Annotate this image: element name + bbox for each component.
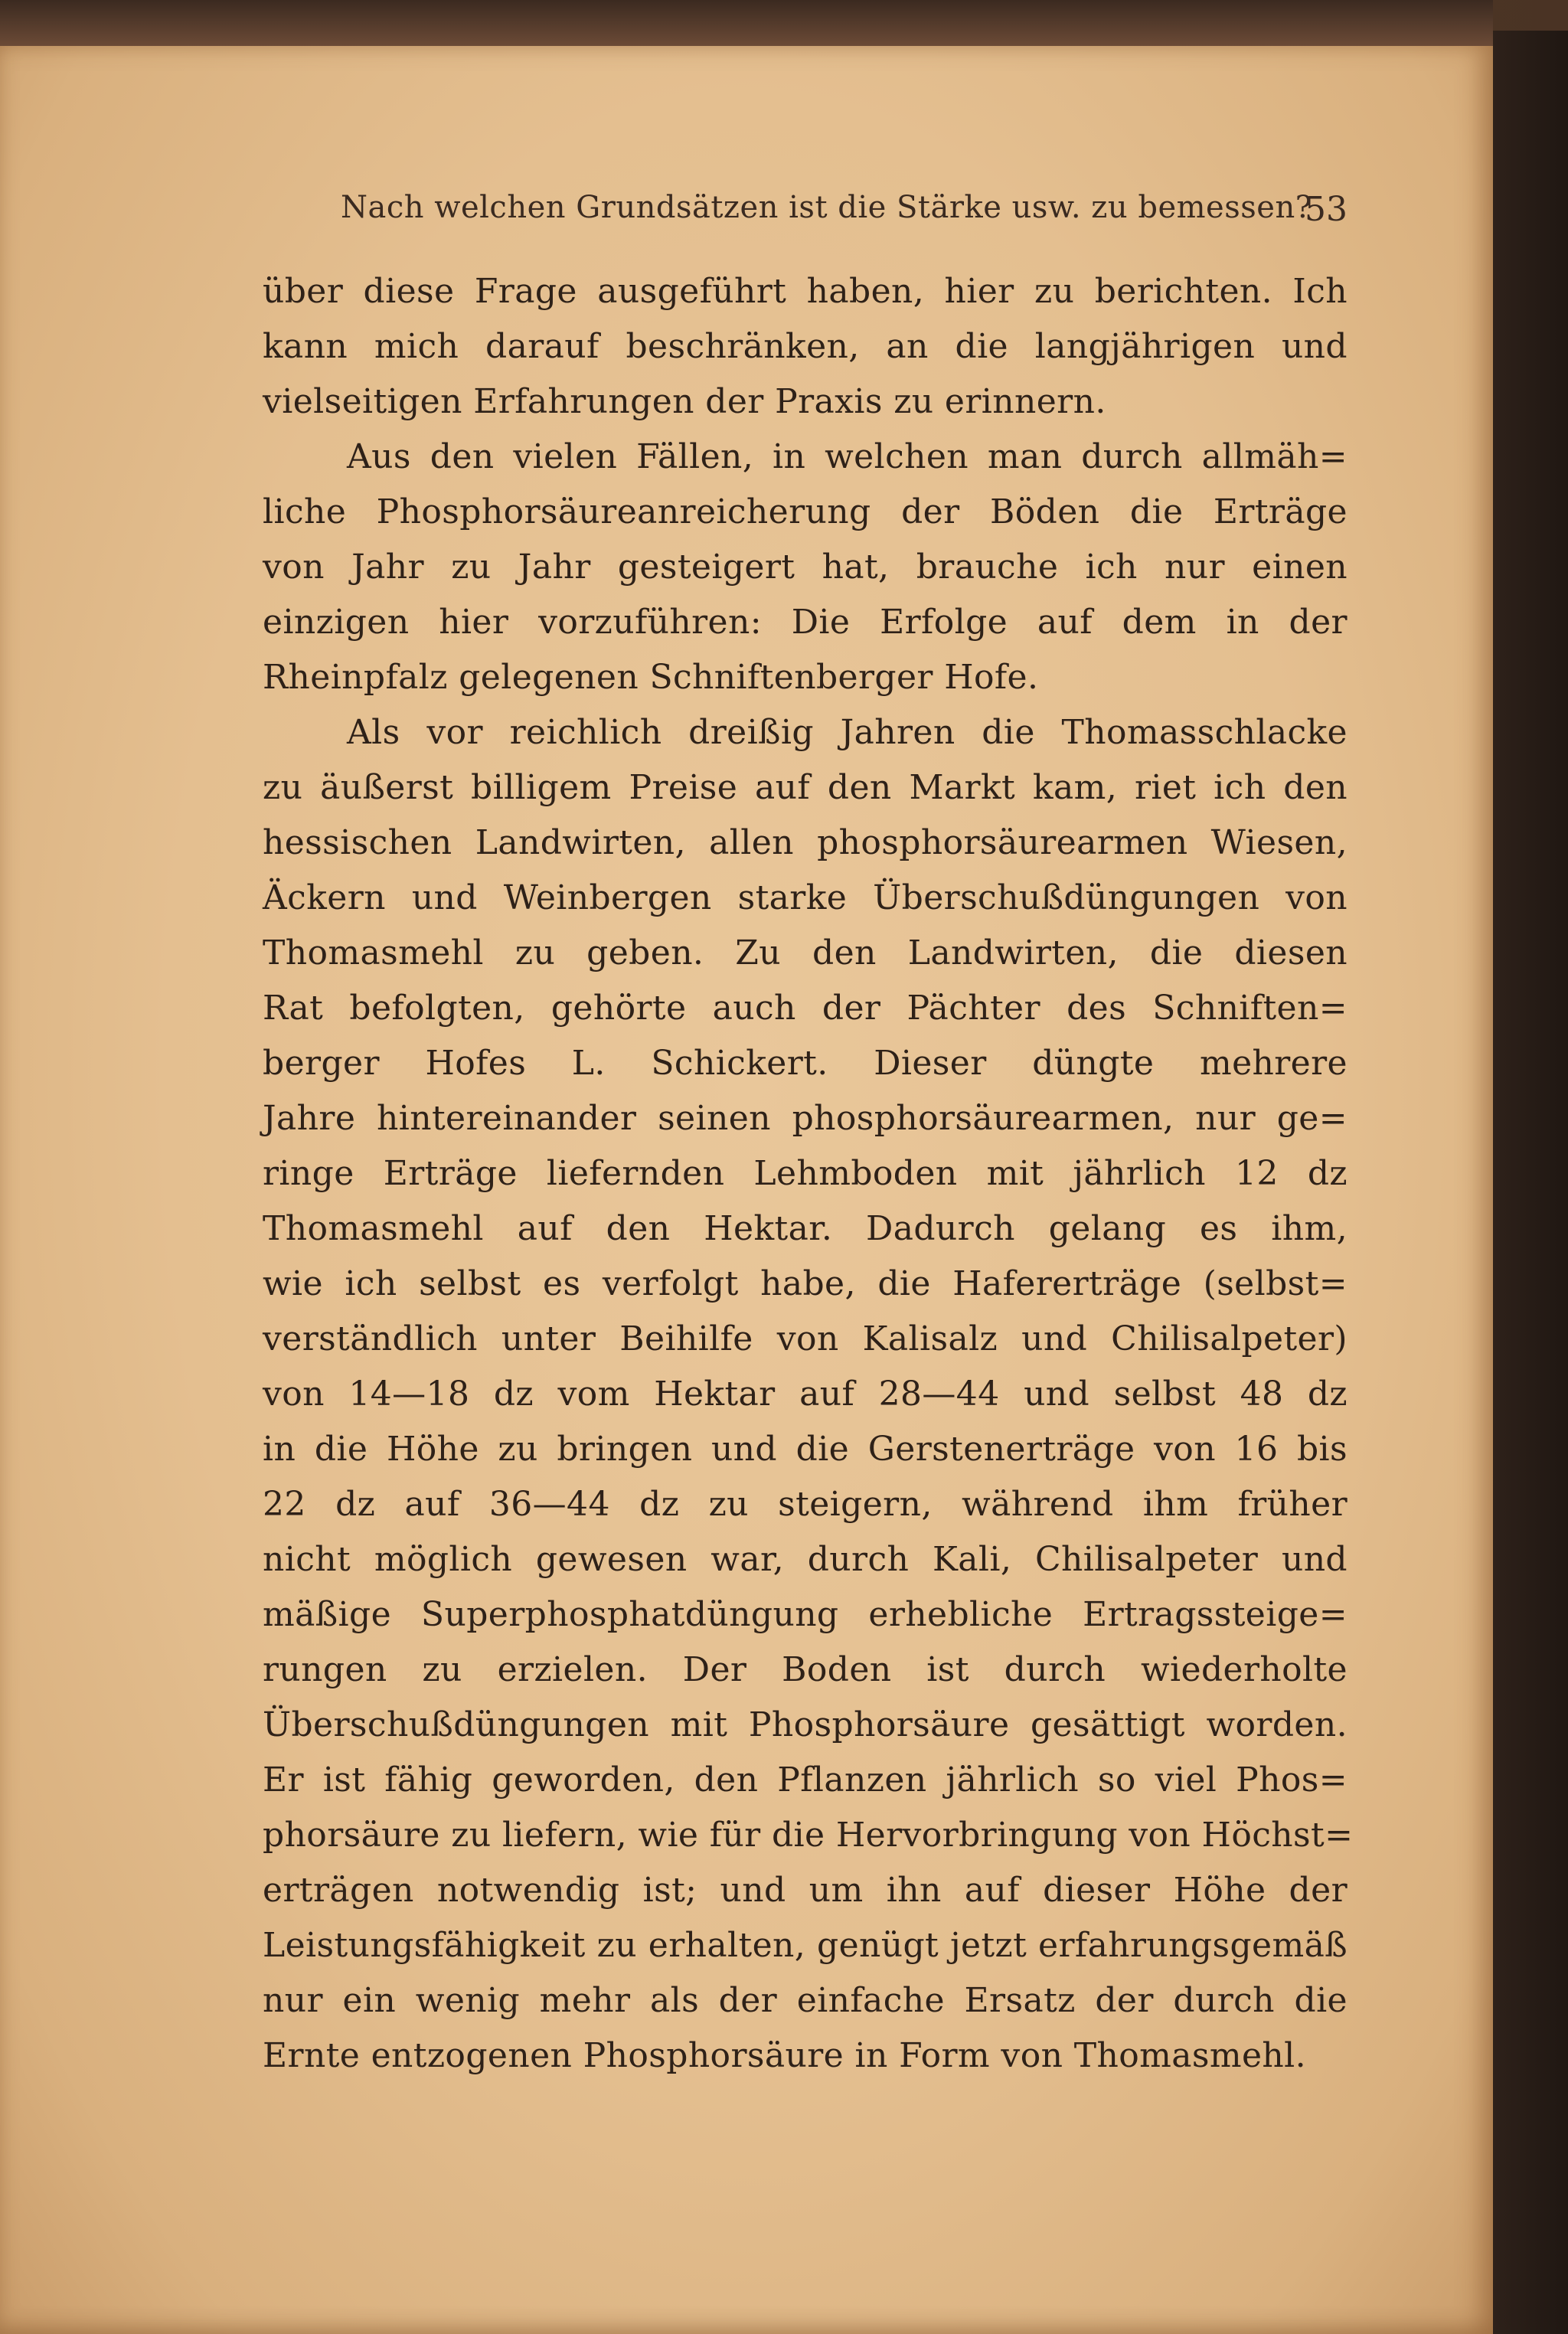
text-line: Rat befolgten, gehörte auch der Pächter des Schniften= xyxy=(263,989,1348,1028)
text-line: verständlich unter Beihilfe von Kalisalz und Chilisalpeter) xyxy=(263,1319,1348,1358)
text-line: Leistungsfähigkeit zu erhalten, genügt jetzt erfahrungsgemäß xyxy=(263,1926,1348,1965)
text-line: kann mich darauf beschränken, an die langjährigen und xyxy=(263,327,1348,366)
text-line: Ernte entzogenen Phosphorsäure in Form von Thomasmehl. xyxy=(263,2036,1306,2075)
text-line: Er ist fähig geworden, den Pflanzen jährlich so viel Phos= xyxy=(263,1760,1348,1800)
text-line: einzigen hier vorzuführen: Die Erfolge auf dem in der xyxy=(263,603,1348,642)
text-line: mäßige Superphosphatdüngung erhebliche Ertragssteige= xyxy=(263,1595,1348,1634)
text-line: nur ein wenig mehr als der einfache Ersatz der durch die xyxy=(263,1981,1348,2020)
text-line: von Jahr zu Jahr gesteigert hat, brauche ich nur einen xyxy=(263,548,1348,587)
text-line: über diese Frage ausgeführt haben, hier zu berichten. Ich xyxy=(263,272,1348,311)
text-line: wie ich selbst es verfolgt habe, die Hafererträge (selbst= xyxy=(263,1264,1348,1303)
text-line: Überschußdüngungen mit Phosphorsäure gesättigt worden. xyxy=(263,1705,1348,1744)
text-line: Thomasmehl auf den Hektar. Dadurch gelang es ihm, xyxy=(263,1209,1348,1248)
page-number: 53 xyxy=(1305,190,1348,229)
book-top-edge xyxy=(0,0,1493,46)
text-line: vielseitigen Erfahrungen der Praxis zu erinnern. xyxy=(263,382,1106,421)
book-page-edge xyxy=(1493,31,1568,2334)
text-line: Als vor reichlich dreißig Jahren die Thomasschlacke xyxy=(347,713,1348,752)
text-line: berger Hofes L. Schickert. Dieser düngte mehrere xyxy=(263,1044,1348,1083)
text-line: Aus den vielen Fällen, in welchen man durch allmäh= xyxy=(347,437,1348,476)
text-line: phorsäure zu liefern, wie für die Hervorbringung von Höchst= xyxy=(263,1816,1354,1855)
text-line: Rheinpfalz gelegenen Schniftenberger Hofe. xyxy=(263,658,1039,697)
text-line: liche Phosphorsäureanreicherung der Böden die Erträge xyxy=(263,492,1348,531)
body-text xyxy=(263,264,1354,2084)
text-line: erträgen notwendig ist; und um ihn auf dieser Höhe der xyxy=(263,1871,1348,1910)
text-line: Äckern und Weinbergen starke Überschußdüngungen von xyxy=(263,878,1348,917)
text-line: Thomasmehl zu geben. Zu den Landwirten, die diesen xyxy=(263,933,1348,972)
running-head xyxy=(341,190,1348,236)
text-line: von 14—18 dz vom Hektar auf 28—44 und selbst 48 dz xyxy=(263,1375,1348,1414)
text-line: 22 dz auf 36—44 dz zu steigern, während ihm früher xyxy=(263,1485,1348,1524)
text-line: in die Höhe zu bringen und die Gerstenerträge von 16 bis xyxy=(263,1430,1348,1469)
text-line: zu äußerst billigem Preise auf den Markt kam, riet ich den xyxy=(263,768,1348,807)
text-line: Jahre hintereinander seinen phosphorsäurearmen, nur ge= xyxy=(263,1099,1348,1138)
text-line: hessischen Landwirten, allen phosphorsäurearmen Wiesen, xyxy=(263,823,1348,862)
text-line: nicht möglich gewesen war, durch Kali, Chilisalpeter und xyxy=(263,1540,1348,1579)
text-line: rungen zu erzielen. Der Boden ist durch wiederholte xyxy=(263,1650,1348,1689)
text-line: ringe Erträge liefernden Lehmboden mit jährlich 12 dz xyxy=(263,1154,1348,1193)
running-title: Nach welchen Grundsätzen ist die Stärke usw. zu bemessen? xyxy=(341,190,1312,225)
